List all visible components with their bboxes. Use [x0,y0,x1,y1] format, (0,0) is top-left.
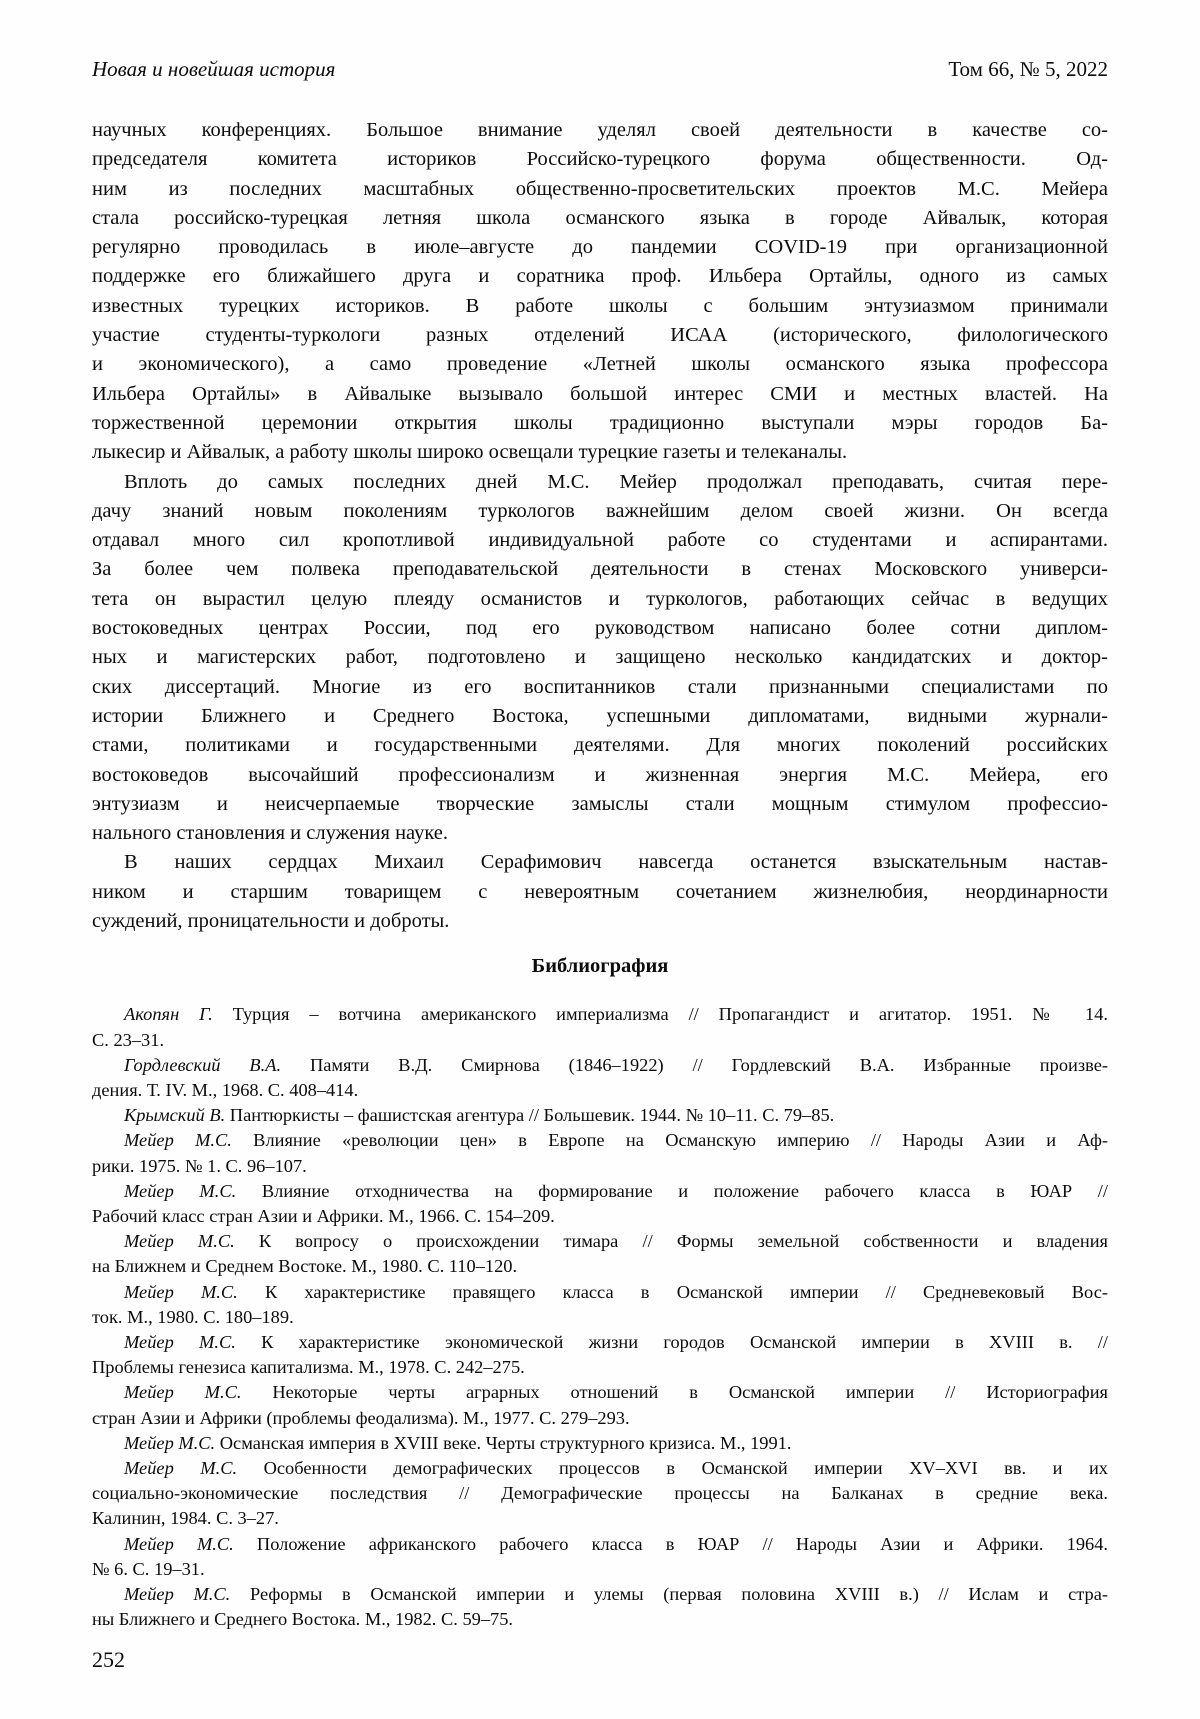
text-line: В наших сердцах Михаил Серафимович навсегда останется взыскательным настав- [124,851,1108,874]
page-number: 252 [92,1647,125,1673]
bibliography-heading: Библиография [531,955,669,978]
bib-line: Мейер М.С. Влияние отходничества на формирование и положение рабочего класса в ЮАР // [124,1180,1108,1201]
bib-line: Рабочий класс стран Азии и Африки. М., 1966. С. 154–209. [92,1205,555,1226]
text-line: Вплоть до самых последних дней М.С. Мейер продолжал преподавать, считая пере- [124,470,1108,493]
bibliography-entry [92,1002,1108,1052]
bib-line: на Ближнем и Среднем Востоке. М., 1980. С. 110–120. [92,1256,518,1277]
bib-line: № 6. С. 19–31. [92,1558,205,1579]
bib-author: Мейер М.С. [124,1432,216,1453]
text-line: востоковедов высочайший профессионализм и жизненная энергия М.С. Мейера, его [92,763,1108,786]
bib-line: Мейер М.С. К характеристике экономической жизни городов Османской империи в XVIII в. // [124,1331,1108,1352]
bib-line: Гордлевский В.А. Памяти В.Д. Смирнова (1846–1922) // Гордлевский В.А. Избранные произве- [124,1054,1108,1075]
bibliography-entry [92,1330,1108,1380]
bib-line: Крымский В. Пантюркисты – фашистская агентура // Большевик. 1944. № 10–11. С. 79–85. [124,1105,835,1126]
bibliography-entry [92,1103,1108,1128]
paragraph [92,468,1108,849]
bib-line: ны Ближнего и Среднего Востока. М., 1982. С. 59–75. [92,1609,514,1630]
text-line: суждений, проницательности и доброты. [92,910,450,933]
bibliography-entry [92,1053,1108,1103]
bib-line: Мейер М.С. Османская империя в XVIII веке. Черты структурного кризиса. М., 1991. [124,1432,792,1453]
bib-author: Мейер М.С. [124,1382,242,1403]
bib-line: Мейер М.С. К характеристике правящего класса в Османской империи // Средневековый Вос- [124,1281,1108,1302]
text-line: научных конференциях. Большое внимание уделял своей деятельности в качестве со- [92,119,1108,141]
bib-line: Калинин, 1984. С. 3–27. [92,1508,279,1529]
bib-line: Мейер М.С. К вопросу о происхождении тимара // Формы земельной собственности и владения [124,1231,1109,1252]
text-line: торжественной церемонии открытия школы традиционно выступали мэры городов Ба- [92,411,1108,434]
bib-line: дения. Т. IV. М., 1968. С. 408–414. [92,1079,359,1100]
bibliography-list [92,1002,1108,1632]
bib-line: рики. 1975. № 1. С. 96–107. [92,1155,307,1176]
text-line: нального становления и служения науке. [92,822,449,845]
body-text [92,116,1108,936]
journal-title: Новая и новейшая история [92,57,336,81]
bibliography-entry [92,1280,1108,1330]
text-line: тета он вырастил целую плеяду османистов и туркологов, работающих сейчас в ведущих [92,587,1108,610]
bib-author: Мейер М.С. [124,1583,231,1604]
bib-line: стран Азии и Африки (проблемы феодализма). М., 1977. С. 279–293. [92,1407,630,1428]
page-header [92,56,1108,83]
bib-line: Мейер М.С. Реформы в Османской империи и улемы (первая половина XVIII в.) // Ислам и стра- [124,1583,1108,1604]
bib-author: Мейер М.С. [124,1331,236,1352]
text-line: ним из последних масштабных общественно-просветительских проектов М.С. Мейера [92,177,1108,200]
text-line: ских диссертаций. Многие из его воспитанников стали признанными специалистами по [92,675,1108,698]
text-line: За более чем полвека преподавательской деятельности в стенах Московского универси- [92,558,1108,581]
bibliography-entry [92,1456,1108,1532]
bib-line: Мейер М.С. Некоторые черты аграрных отношений в Османской империи // Историография [124,1382,1109,1403]
bib-author: Мейер М.С. [124,1130,232,1151]
text-line: востоковедных центрах России, под его руководством написано более сотни диплом- [92,617,1108,640]
bibliography-entry [92,1179,1108,1229]
bib-line: Мейер М.С. Особенности демографических процессов в Османской империи XV–XVI вв. и их [124,1457,1108,1478]
text-line: отдавал много сил кропотливой индивидуальной работе со студентами и аспирантами. [92,529,1108,552]
text-line: стала российско-турецкая летняя школа османского языка в городе Айвалык, которая [92,206,1108,229]
bib-line: социально-экономические последствия // Демографические процессы на Балканах в средние века. [92,1483,1108,1504]
text-line: истории Ближнего и Среднего Востока, успешными дипломатами, видными журнали- [92,704,1108,727]
bibliography-entry [92,1582,1108,1632]
text-line: энтузиазм и неисчерпаемые творческие замыслы стали мощным стимулом профессио- [92,792,1108,815]
text-line: ных и магистерских работ, подготовлено и защищено несколько кандидатских и доктор- [92,646,1108,669]
bibliography-entry [92,1532,1108,1582]
bib-author: Мейер М.С. [124,1533,234,1554]
issue-info: Том 66, № 5, 2022 [948,57,1108,81]
bib-line: Мейер М.С. Положение африканского рабочего класса в ЮАР // Народы Азии и Африки. 1964. [124,1533,1108,1554]
bib-author: Мейер М.С. [124,1457,238,1478]
paragraph [92,848,1108,936]
text-line: Ильбера Ортайлы» в Айвалыке вызывало большой интерес СМИ и местных властей. На [92,382,1108,405]
bib-line: ток. М., 1980. С. 180–189. [92,1306,294,1327]
bib-author: Акопян Г. [124,1004,213,1025]
bib-author: Мейер М.С. [124,1231,235,1252]
bib-author: Мейер М.С. [124,1180,237,1201]
bib-author: Крымский В. [124,1105,226,1126]
bibliography-entry [92,1128,1108,1178]
text-line: регулярно проводилась в июле–августе до пандемии COVID-19 при организационной [92,236,1108,259]
bib-author: Мейер М.С. [124,1281,238,1302]
bib-line: С. 23–31. [92,1029,165,1050]
paragraph [92,116,1108,468]
text-line: председателя комитета историков Российско-турецкого форума общественности. Од- [92,148,1108,171]
text-line: лыкесир и Айвалык, а работу школы широко освещали турецкие газеты и телеканалы. [92,441,848,464]
text-line: ником и старшим товарищем с невероятным сочетанием жизнелюбия, неординарности [92,880,1108,903]
bibliography-entry [92,1380,1108,1430]
text-line: известных турецких историков. В работе школы с большим энтузиазмом принимали [92,294,1108,317]
bib-author: Гордлевский В.А. [124,1054,282,1075]
bib-line: Акопян Г. Турция – вотчина американского империализма // Пропагандист и агитатор. 1951. № 14. [124,1004,1108,1025]
text-line: дачу знаний новым поколениям туркологов важнейшим делом своей жизни. Он всегда [92,499,1108,522]
bib-line: Мейер М.С. Влияние «революции цен» в Европе на Османскую империю // Народы Азии и Аф- [124,1130,1108,1151]
bibliography-entry [92,1431,1108,1456]
bib-line: Проблемы генезиса капитализма. М., 1978. С. 242–275. [92,1357,525,1378]
text-line: стами, политиками и государственными деятелями. Для многих поколений российских [92,734,1108,757]
text-line: участие студенты-туркологи разных отделений ИСАА (исторического, филологического [92,324,1108,347]
text-line: поддержке его ближайшего друга и соратника проф. Ильбера Ортайлы, одного из самых [92,265,1108,288]
text-line: и экономического), а само проведение «Летней школы османского языка профессора [92,353,1108,376]
bibliography-entry [92,1229,1108,1279]
